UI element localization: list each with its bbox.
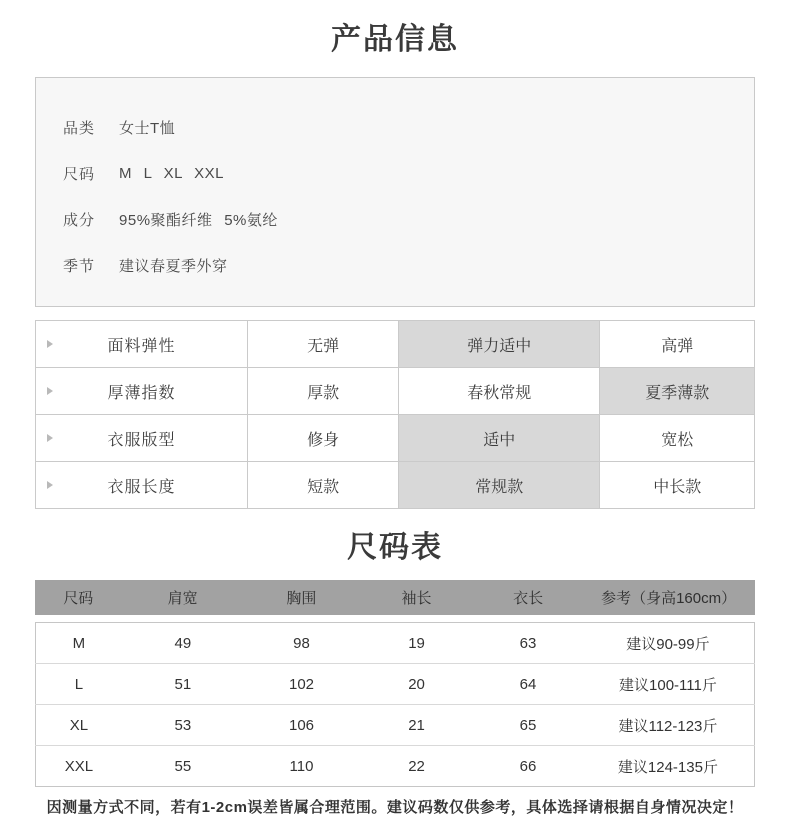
info-row-season: [63, 242, 754, 288]
triangle-right-icon: [47, 340, 53, 348]
info-label: 品类: [63, 119, 96, 137]
triangle-right-icon: [47, 387, 53, 395]
table-row: [36, 321, 755, 368]
attr-option-cell: 常规款: [399, 462, 600, 509]
table-row: [36, 368, 755, 415]
attr-option-cell: 适中: [399, 415, 600, 462]
attr-label-cell: [36, 368, 248, 415]
sleeve-cell: 21: [359, 705, 474, 746]
info-row-sizes: [63, 150, 754, 196]
product-info-box: [35, 77, 755, 307]
column-header: 尺码: [35, 580, 121, 615]
info-row-category: [63, 104, 754, 150]
length-cell: 65: [474, 705, 582, 746]
triangle-right-icon: [47, 481, 53, 489]
size-chart-title: 尺码表: [347, 531, 443, 564]
shoulder-cell: 51: [122, 664, 244, 705]
info-label: 成分: [63, 211, 96, 229]
page-title: 产品信息: [331, 23, 459, 56]
attr-label-cell: [36, 321, 248, 368]
attr-option-cell: 春秋常规: [399, 368, 600, 415]
size-cell: M: [36, 623, 122, 664]
shoulder-cell: 53: [122, 705, 244, 746]
info-value: 女士T恤: [119, 119, 176, 137]
size-chart-header: [35, 580, 755, 615]
attr-option-cell: 厚款: [248, 368, 399, 415]
attr-option-cell: 无弹: [248, 321, 399, 368]
info-row-composition: [63, 196, 754, 242]
measurement-disclaimer: 因测量方式不同，若有1-2cm误差皆属合理范围。建议码数仅供参考，具体选择请根据自身情况决定！: [46, 799, 744, 816]
weight-ref-cell: 建议124-135斤: [582, 746, 755, 787]
attr-label-text: 衣服版型: [107, 431, 176, 449]
attr-label-text: 面料弹性: [107, 337, 176, 355]
length-cell: 63: [474, 623, 582, 664]
sleeve-cell: 19: [359, 623, 474, 664]
attr-label-text: 厚薄指数: [107, 384, 176, 402]
table-row: [36, 415, 755, 462]
bust-cell: 106: [244, 705, 359, 746]
table-row: [36, 664, 755, 705]
info-label: 尺码: [63, 165, 96, 183]
attr-option-cell: 中长款: [600, 462, 755, 509]
column-header: 参考（身高160cm）: [582, 580, 755, 615]
header-row: [35, 580, 755, 615]
shoulder-cell: 49: [122, 623, 244, 664]
table-row: [36, 623, 755, 664]
attribute-table: [35, 320, 755, 509]
sleeve-cell: 20: [359, 664, 474, 705]
column-header: 肩宽: [121, 580, 243, 615]
attr-option-cell: 宽松: [600, 415, 755, 462]
attr-label-cell: [36, 462, 248, 509]
attr-option-cell: 弹力适中: [399, 321, 600, 368]
info-label: 季节: [63, 257, 96, 275]
triangle-right-icon: [47, 434, 53, 442]
attr-label-cell: [36, 415, 248, 462]
attr-option-cell: 修身: [248, 415, 399, 462]
info-value: M L XL XXL: [119, 164, 224, 182]
size-chart-table: [35, 622, 755, 787]
info-value: 95%聚酯纤维 5%氨纶: [119, 211, 278, 229]
attr-label-text: 衣服长度: [107, 478, 176, 496]
table-row: [36, 462, 755, 509]
table-row: [36, 746, 755, 787]
column-header: 胸围: [244, 580, 359, 615]
size-cell: XL: [36, 705, 122, 746]
attr-option-cell: 高弹: [600, 321, 755, 368]
info-value: 建议春夏季外穿: [119, 257, 228, 275]
weight-ref-cell: 建议112-123斤: [582, 705, 755, 746]
size-cell: XXL: [36, 746, 122, 787]
shoulder-cell: 55: [122, 746, 244, 787]
attr-option-cell: 夏季薄款: [600, 368, 755, 415]
sleeve-cell: 22: [359, 746, 474, 787]
weight-ref-cell: 建议90-99斤: [582, 623, 755, 664]
length-cell: 66: [474, 746, 582, 787]
table-row: [36, 705, 755, 746]
attr-option-cell: 短款: [248, 462, 399, 509]
column-header: 衣长: [474, 580, 582, 615]
bust-cell: 98: [244, 623, 359, 664]
weight-ref-cell: 建议100-111斤: [582, 664, 755, 705]
column-header: 袖长: [359, 580, 474, 615]
size-cell: L: [36, 664, 122, 705]
bust-cell: 102: [244, 664, 359, 705]
bust-cell: 110: [244, 746, 359, 787]
length-cell: 64: [474, 664, 582, 705]
